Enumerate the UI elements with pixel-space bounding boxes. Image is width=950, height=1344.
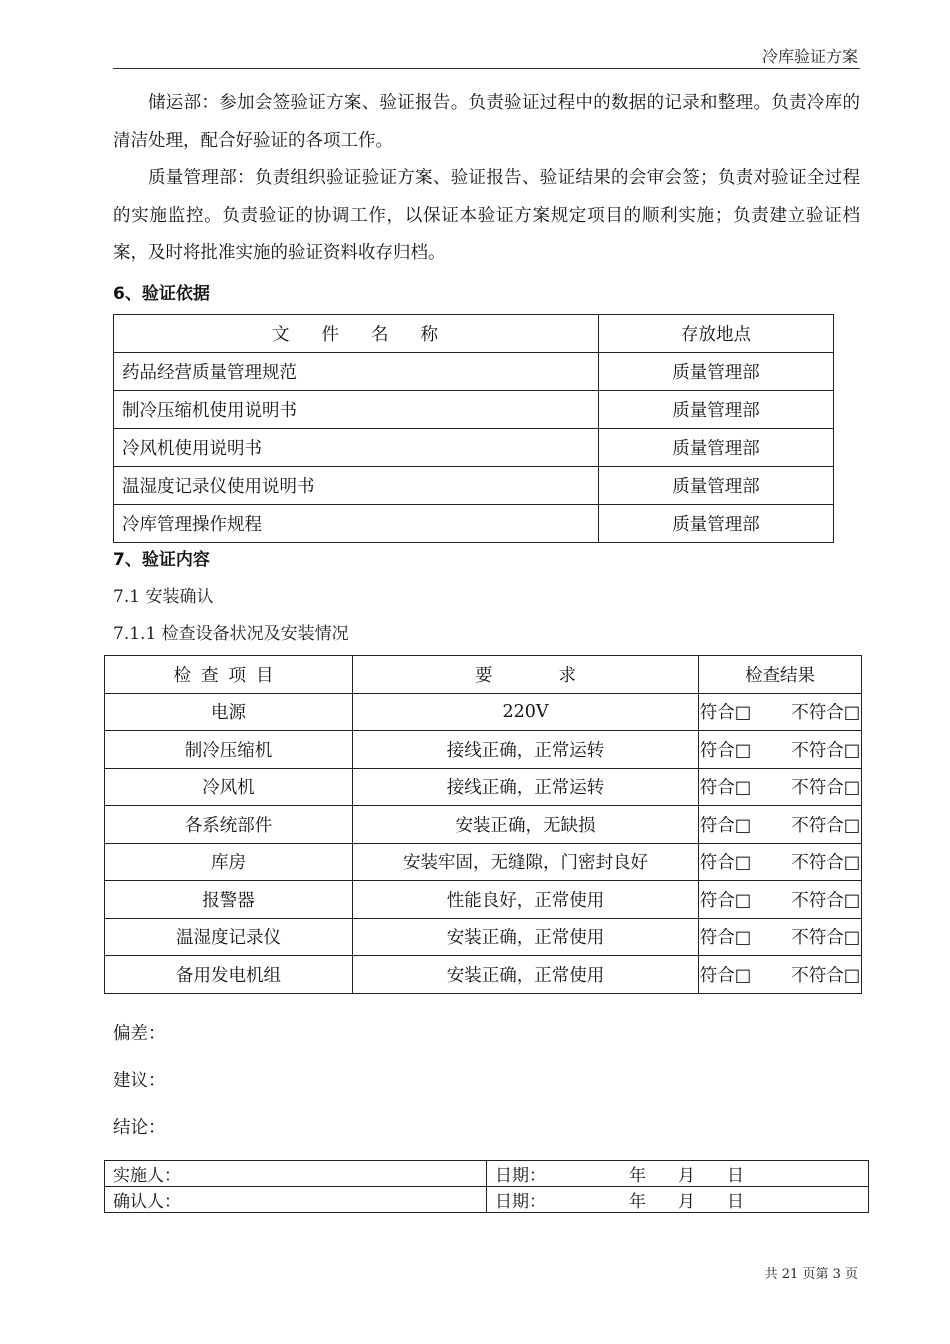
table-row bbox=[105, 843, 862, 881]
col-header-requirement: 要求 bbox=[353, 656, 699, 694]
doc-name: 温湿度记录仪使用说明书 bbox=[114, 467, 599, 505]
inspection-item: 温湿度记录仪 bbox=[105, 918, 353, 956]
inspection-item: 库房 bbox=[105, 843, 353, 881]
section7-heading: 7、验证内容 bbox=[113, 550, 210, 570]
deviation-label: 偏差： bbox=[113, 1024, 166, 1044]
pass-checkbox[interactable]: 符合□ bbox=[699, 890, 752, 911]
day-label: 日 bbox=[727, 1192, 744, 1212]
inspection-requirement: 220V bbox=[353, 693, 699, 731]
col-header-name: 文件名称 bbox=[114, 315, 599, 353]
doc-name: 冷风机使用说明书 bbox=[114, 429, 599, 467]
fail-checkbox[interactable]: 不符合□ bbox=[791, 965, 861, 986]
table-row bbox=[105, 731, 862, 769]
table-row bbox=[114, 467, 834, 505]
inspection-item: 各系统部件 bbox=[105, 806, 353, 844]
doc-location: 质量管理部 bbox=[599, 467, 834, 505]
suggestion-label: 建议： bbox=[113, 1071, 166, 1091]
table-row bbox=[114, 353, 834, 391]
result-cell bbox=[699, 956, 862, 994]
table-row bbox=[105, 768, 862, 806]
inspection-requirement: 安装正确，无缺损 bbox=[353, 806, 699, 844]
fail-checkbox[interactable]: 不符合□ bbox=[791, 778, 861, 799]
pass-checkbox[interactable]: 符合□ bbox=[699, 853, 752, 874]
col-header-result: 检查结果 bbox=[699, 656, 862, 694]
doc-name: 冷库管理操作规程 bbox=[114, 505, 599, 543]
inspection-table bbox=[104, 655, 862, 994]
inspection-requirement: 安装正确，正常使用 bbox=[353, 918, 699, 956]
doc-location: 质量管理部 bbox=[599, 353, 834, 391]
year-label: 年 bbox=[629, 1192, 646, 1212]
result-cell bbox=[699, 731, 862, 769]
subsection-7-1-1: 7.1.1 检查设备状况及安装情况 bbox=[113, 624, 349, 644]
section6-heading: 6、验证依据 bbox=[113, 284, 210, 304]
year-label: 年 bbox=[629, 1166, 646, 1186]
basis-table bbox=[113, 314, 834, 543]
pass-checkbox[interactable]: 符合□ bbox=[699, 703, 752, 724]
fail-checkbox[interactable]: 不符合□ bbox=[791, 815, 861, 836]
inspection-requirement: 接线正确，正常运转 bbox=[353, 731, 699, 769]
inspection-requirement: 性能良好，正常使用 bbox=[353, 881, 699, 919]
doc-location: 质量管理部 bbox=[599, 505, 834, 543]
inspection-item: 冷风机 bbox=[105, 768, 353, 806]
month-label: 月 bbox=[678, 1192, 695, 1212]
pass-checkbox[interactable]: 符合□ bbox=[699, 928, 752, 949]
paragraph-quality-dept: 质量管理部：负责组织验证验证方案、验证报告、验证结果的会审会签；负责对验证全过程的实施监控。负责验证的协调工作，以保证本验证方案规定项目的顺利实施；负责建立验证档案，及时将批准实施的验证资料收存归档。 bbox=[113, 168, 860, 263]
pass-checkbox[interactable]: 符合□ bbox=[699, 965, 752, 986]
table-row bbox=[105, 881, 862, 919]
inspection-requirement: 接线正确，正常运转 bbox=[353, 768, 699, 806]
pass-checkbox[interactable]: 符合□ bbox=[699, 740, 752, 761]
inspection-item: 电源 bbox=[105, 693, 353, 731]
inspection-requirement: 安装牢固，无缝隙，门密封良好 bbox=[353, 843, 699, 881]
table-row bbox=[114, 391, 834, 429]
doc-name: 药品经营质量管理规范 bbox=[114, 353, 599, 391]
fail-checkbox[interactable]: 不符合□ bbox=[791, 853, 861, 874]
fail-checkbox[interactable]: 不符合□ bbox=[791, 703, 861, 724]
table-row bbox=[105, 956, 862, 994]
result-cell bbox=[699, 806, 862, 844]
result-cell bbox=[699, 843, 862, 881]
col-header-location: 存放地点 bbox=[599, 315, 834, 353]
date-label: 日期： bbox=[495, 1192, 546, 1212]
inspection-item: 备用发电机组 bbox=[105, 956, 353, 994]
result-cell bbox=[699, 693, 862, 731]
header-divider bbox=[113, 68, 860, 69]
fail-checkbox[interactable]: 不符合□ bbox=[791, 890, 861, 911]
basis-table-header bbox=[114, 315, 834, 353]
table-row bbox=[105, 1187, 869, 1213]
day-label: 日 bbox=[727, 1166, 744, 1186]
pass-checkbox[interactable]: 符合□ bbox=[699, 778, 752, 799]
conclusion-label: 结论： bbox=[113, 1118, 166, 1138]
pass-checkbox[interactable]: 符合□ bbox=[699, 815, 752, 836]
table-row bbox=[105, 693, 862, 731]
fail-checkbox[interactable]: 不符合□ bbox=[791, 740, 861, 761]
implementer-label: 实施人： bbox=[105, 1161, 487, 1187]
doc-location: 质量管理部 bbox=[599, 429, 834, 467]
result-cell bbox=[699, 881, 862, 919]
signoff-table bbox=[104, 1160, 869, 1213]
table-row bbox=[105, 918, 862, 956]
col-header-item: 检查项目 bbox=[105, 656, 353, 694]
inspection-item: 报警器 bbox=[105, 881, 353, 919]
table-row bbox=[114, 505, 834, 543]
inspection-item: 制冷压缩机 bbox=[105, 731, 353, 769]
table-row bbox=[105, 1161, 869, 1187]
inspection-requirement: 安装正确，正常使用 bbox=[353, 956, 699, 994]
fail-checkbox[interactable]: 不符合□ bbox=[791, 928, 861, 949]
month-label: 月 bbox=[678, 1166, 695, 1186]
table-row bbox=[114, 429, 834, 467]
table-row bbox=[105, 806, 862, 844]
confirmer-label: 确认人： bbox=[105, 1187, 487, 1213]
result-cell bbox=[699, 918, 862, 956]
header-title: 冷库验证方案 bbox=[761, 47, 858, 66]
confirm-date-cell bbox=[487, 1187, 869, 1213]
result-cell bbox=[699, 768, 862, 806]
page-number: 共 21 页第 3 页 bbox=[764, 1267, 858, 1282]
inspection-table-header bbox=[105, 656, 862, 694]
date-label: 日期： bbox=[495, 1166, 546, 1186]
paragraph-storage-dept: 储运部：参加会签验证方案、验证报告。负责验证过程中的数据的记录和整理。负责冷库的清洁处理，配合好验证的各项工作。 bbox=[113, 93, 860, 151]
subsection-7-1: 7.1 安装确认 bbox=[113, 587, 214, 607]
doc-name: 制冷压缩机使用说明书 bbox=[114, 391, 599, 429]
implement-date-cell bbox=[487, 1161, 869, 1187]
doc-location: 质量管理部 bbox=[599, 391, 834, 429]
